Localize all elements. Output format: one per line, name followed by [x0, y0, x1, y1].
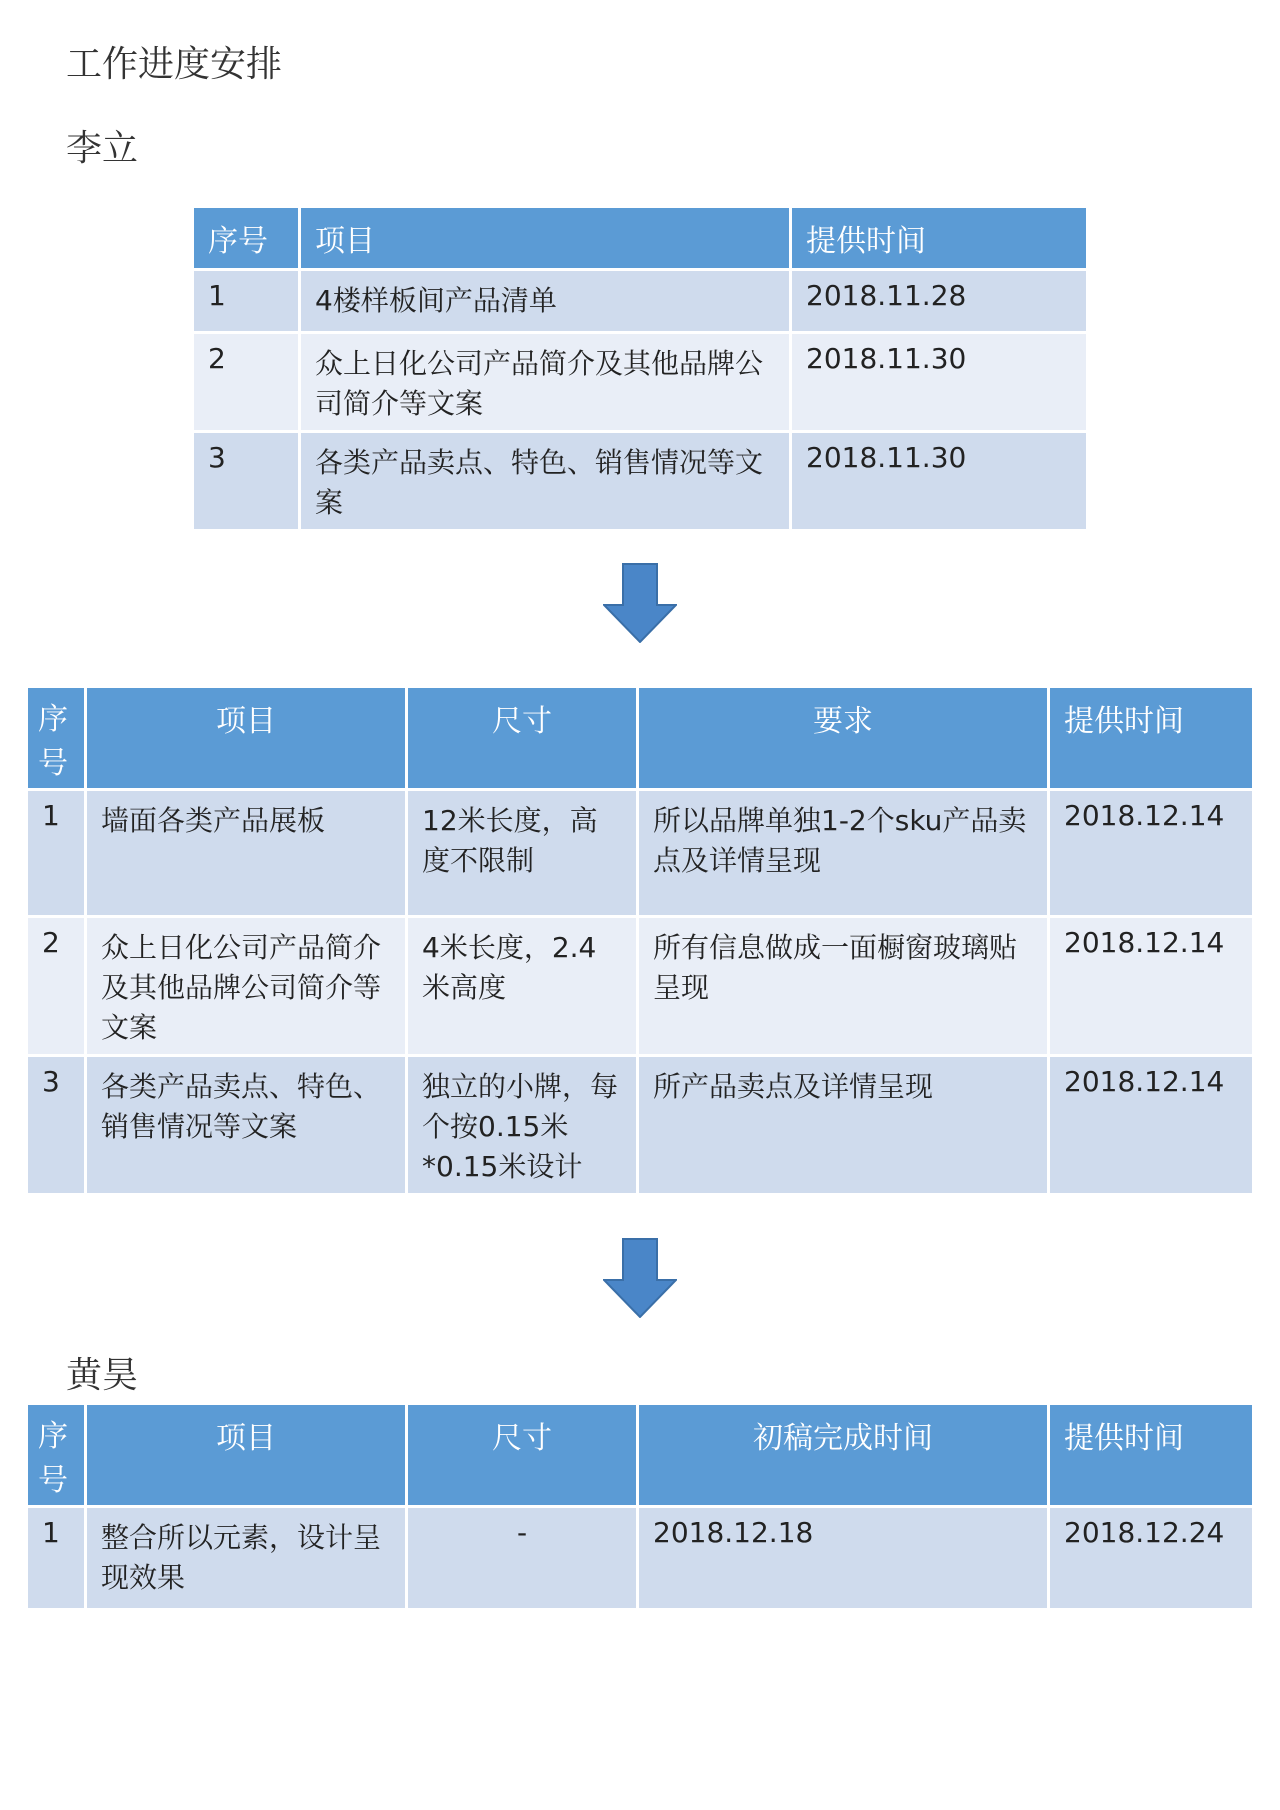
down-arrow-icon [603, 1238, 677, 1318]
header-cell: 提供时间 [792, 208, 1086, 268]
cell: 2018.11.30 [792, 433, 1086, 529]
person-name-1: 李立 [66, 128, 139, 169]
table-row [28, 791, 1252, 915]
schedule-table-2 [25, 685, 1255, 1196]
header-cell: 项目 [87, 1405, 405, 1505]
header-cell: 要求 [639, 688, 1047, 788]
cell: 各类产品卖点、特色、销售情况等文案 [301, 433, 789, 529]
cell: 2018.12.18 [639, 1508, 1047, 1608]
person-name-2: 黄昊 [66, 1355, 139, 1396]
page-title: 工作进度安排 [66, 44, 283, 85]
header-cell: 初稿完成时间 [639, 1405, 1047, 1505]
header-cell: 尺寸 [408, 1405, 636, 1505]
cell: 1 [28, 1508, 84, 1608]
cell: 2018.12.24 [1050, 1508, 1252, 1608]
table-row [28, 1508, 1252, 1608]
cell: 众上日化公司产品简介及其他品牌公司简介等文案 [301, 334, 789, 430]
header-cell: 提供时间 [1050, 1405, 1252, 1505]
cell: 2018.11.28 [792, 271, 1086, 331]
header-cell: 序号 [194, 208, 298, 268]
header-cell: 提供时间 [1050, 688, 1252, 788]
table-row [194, 433, 1086, 529]
cell: 3 [28, 1057, 84, 1193]
table-row [194, 271, 1086, 331]
cell: - [408, 1508, 636, 1608]
cell: 2018.12.14 [1050, 791, 1252, 915]
cell: 2018.12.14 [1050, 1057, 1252, 1193]
cell: 所有信息做成一面橱窗玻璃贴呈现 [639, 918, 1047, 1054]
cell: 所以品牌单独1-2个sku产品卖点及详情呈现 [639, 791, 1047, 915]
header-cell: 项目 [87, 688, 405, 788]
cell: 2 [194, 334, 298, 430]
cell: 4米长度，2.4米高度 [408, 918, 636, 1054]
cell: 4楼样板间产品清单 [301, 271, 789, 331]
schedule-table-3 [25, 1402, 1255, 1611]
cell: 独立的小牌，每个按0.15米*0.15米设计 [408, 1057, 636, 1193]
cell: 墙面各类产品展板 [87, 791, 405, 915]
cell: 1 [194, 271, 298, 331]
header-cell: 项目 [301, 208, 789, 268]
header-cell: 序号 [28, 688, 84, 788]
cell: 众上日化公司产品简介及其他品牌公司简介等文案 [87, 918, 405, 1054]
cell: 2018.11.30 [792, 334, 1086, 430]
schedule-table-1 [191, 205, 1089, 532]
cell: 各类产品卖点、特色、销售情况等文案 [87, 1057, 405, 1193]
table-row [194, 334, 1086, 430]
cell: 3 [194, 433, 298, 529]
down-arrow-icon [603, 563, 677, 643]
header-cell: 序号 [28, 1405, 84, 1505]
cell: 所产品卖点及详情呈现 [639, 1057, 1047, 1193]
cell: 整合所以元素，设计呈现效果 [87, 1508, 405, 1608]
cell: 2 [28, 918, 84, 1054]
cell: 12米长度，高度不限制 [408, 791, 636, 915]
cell: 2018.12.14 [1050, 918, 1252, 1054]
cell: 1 [28, 791, 84, 915]
header-cell: 尺寸 [408, 688, 636, 788]
table-row [28, 1057, 1252, 1193]
table-row [28, 918, 1252, 1054]
